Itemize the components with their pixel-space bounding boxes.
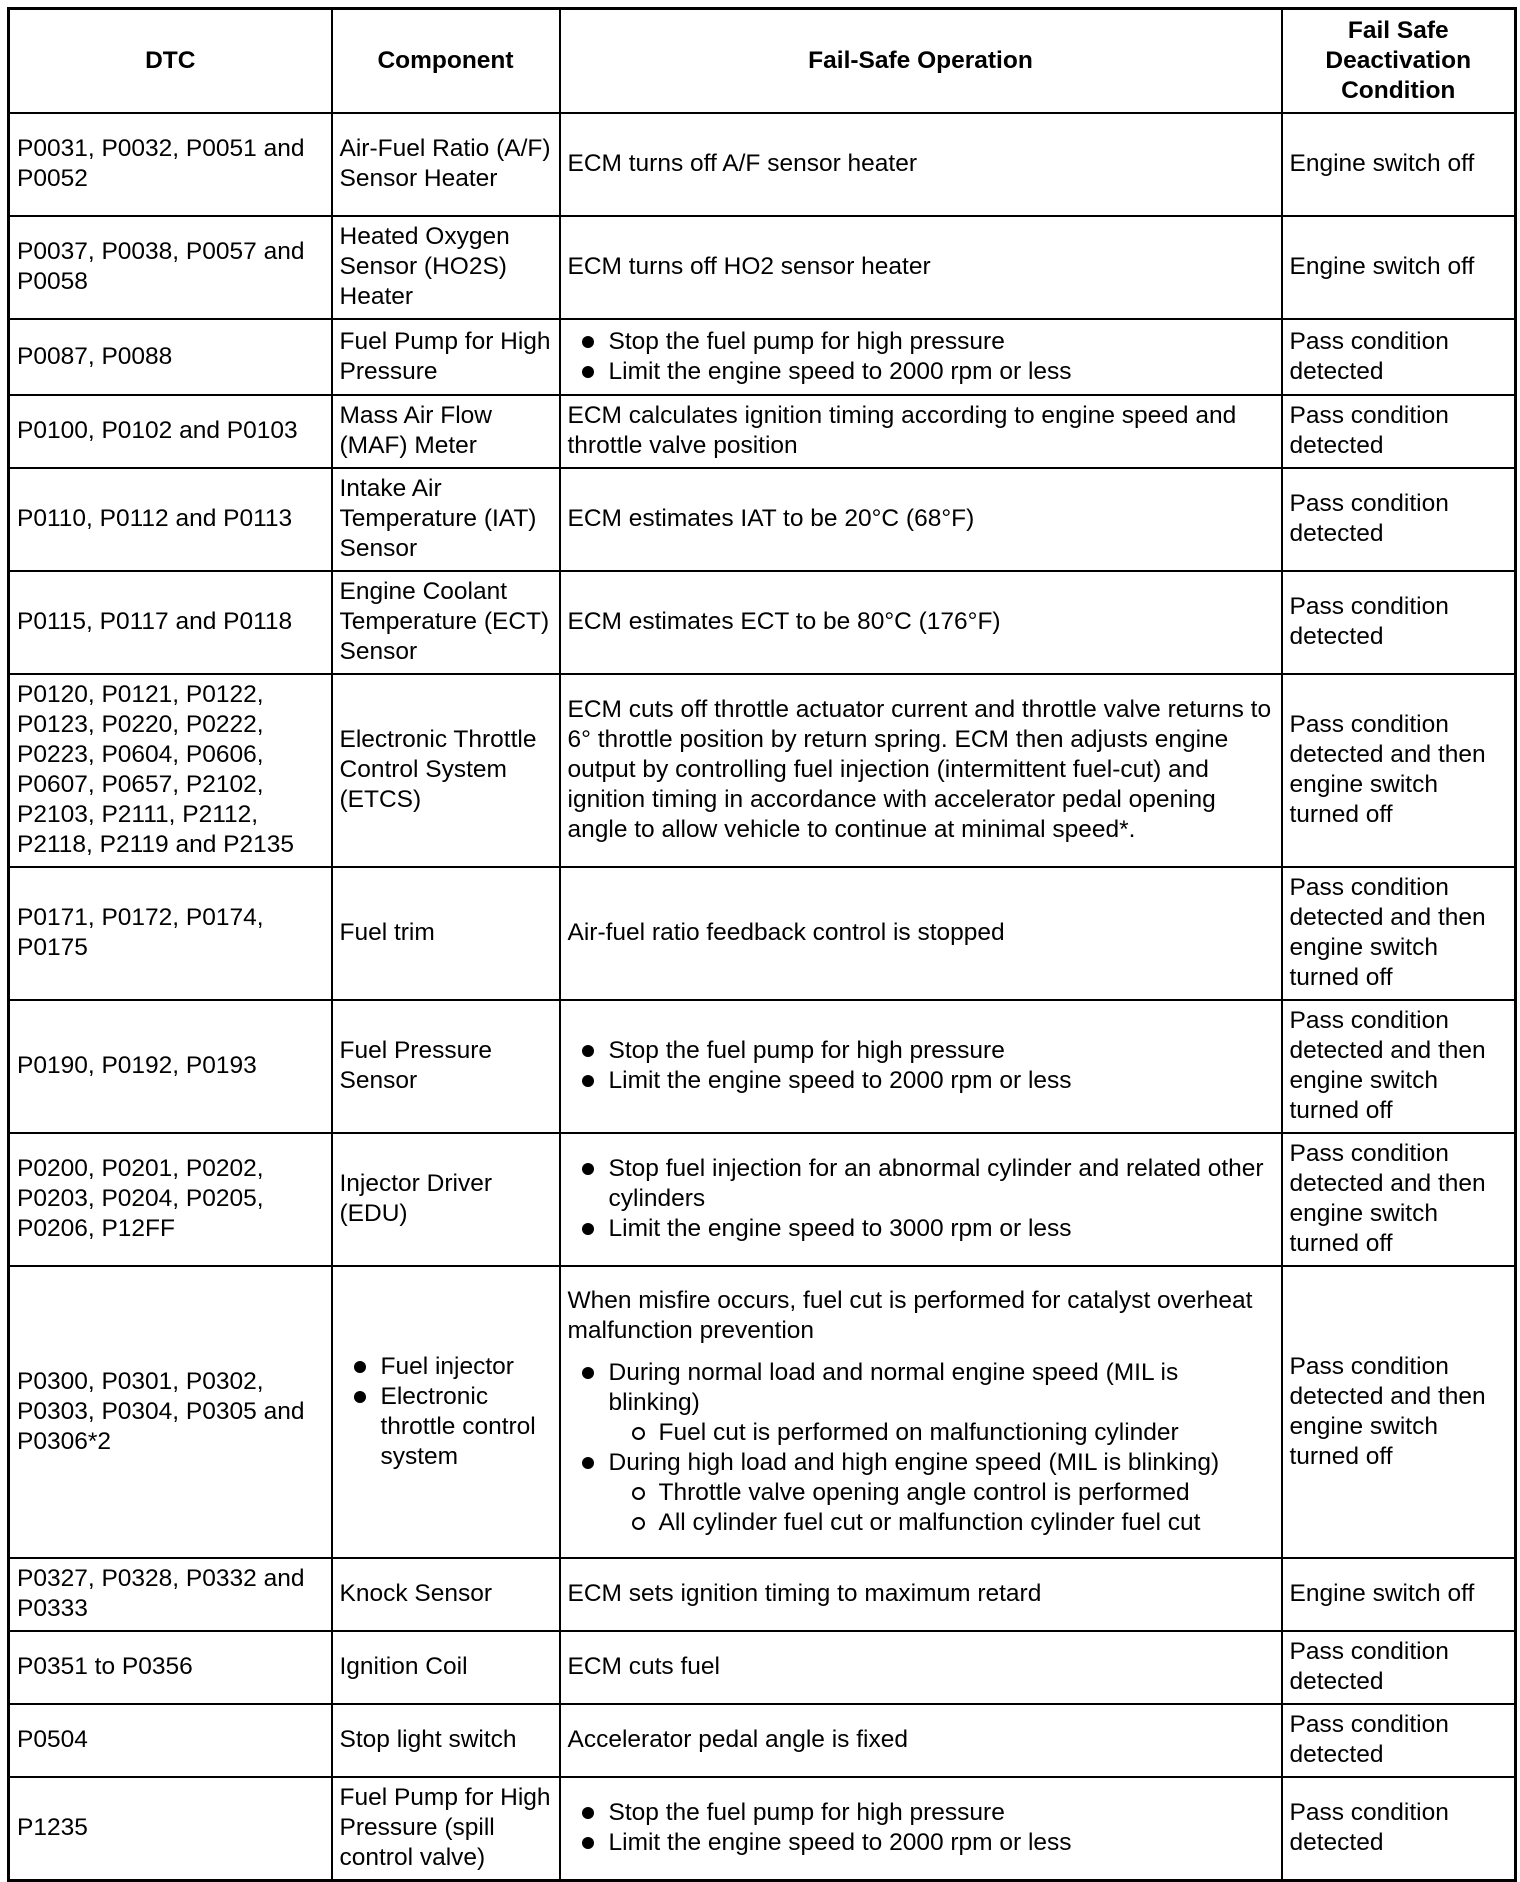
component-cell: Fuel Pump for High Pressure (spill control valve) bbox=[332, 1777, 560, 1880]
bullet-item: Stop the fuel pump for high pressure bbox=[568, 1798, 1276, 1828]
dtc-cell: P0190, P0192, P0193 bbox=[9, 1000, 332, 1133]
operation-cell: ECM cuts fuel bbox=[560, 1631, 1282, 1704]
table-row bbox=[9, 113, 1516, 216]
dtc-cell: P0100, P0102 and P0103 bbox=[9, 395, 332, 468]
dtc-cell: P0120, P0121, P0122, P0123, P0220, P0222, P0223, P0604, P0606, P0607, P0657, P2102, P2103, P2111, P2112, P2118, P2119 and P2135 bbox=[9, 674, 332, 867]
bullet-item: Stop the fuel pump for high pressure bbox=[568, 327, 1276, 357]
sub-bullet-item: All cylinder fuel cut or malfunction cylinder fuel cut bbox=[568, 1508, 1276, 1538]
header-dtc: DTC bbox=[9, 9, 332, 114]
operation-bullet-list bbox=[568, 1798, 1276, 1858]
misfire-intro: When misfire occurs, fuel cut is performed for catalyst overheat malfunction prevention bbox=[567, 1286, 1253, 1344]
bullet-text: During high load and high engine speed (MIL is blinking) bbox=[608, 1448, 1220, 1476]
header-component: Component bbox=[332, 9, 560, 114]
fail-safe-table bbox=[7, 7, 1517, 1882]
dtc-cell: P0200, P0201, P0202, P0203, P0204, P0205, P0206, P12FF bbox=[9, 1133, 332, 1266]
condition-cell: Pass condition detected bbox=[1282, 571, 1516, 674]
table-row bbox=[9, 319, 1516, 395]
operation-bullet-list bbox=[568, 327, 1276, 387]
component-cell: Fuel Pressure Sensor bbox=[332, 1000, 560, 1133]
table-header-row bbox=[9, 9, 1516, 114]
operation-cell: ECM cuts off throttle actuator current and throttle valve returns to 6° throttle position by return spring. ECM then adjusts engine output by controlling fuel injection (intermittent fuel-cut) and ignition timing in accordance with accelerator pedal opening angle to allow vehicle to continue at minimal speed*. bbox=[560, 674, 1282, 867]
bullet-item: Fuel injector bbox=[340, 1352, 554, 1382]
bullet-item: Stop the fuel pump for high pressure bbox=[568, 1036, 1276, 1066]
component-cell: Electronic Throttle Control System (ETCS) bbox=[332, 674, 560, 867]
bullet-text: During normal load and normal engine speed (MIL is blinking) bbox=[608, 1358, 1179, 1416]
component-cell: Fuel trim bbox=[332, 867, 560, 1000]
table-row bbox=[9, 468, 1516, 571]
dtc-cell: P0504 bbox=[9, 1704, 332, 1777]
component-cell: Fuel Pump for High Pressure bbox=[332, 319, 560, 395]
component-cell bbox=[332, 1266, 560, 1558]
condition-cell: Pass condition detected bbox=[1282, 1777, 1516, 1880]
operation-cell: ECM estimates IAT to be 20°C (68°F) bbox=[560, 468, 1282, 571]
condition-cell: Pass condition detected and then engine switch turned off bbox=[1282, 1000, 1516, 1133]
condition-cell: Pass condition detected and then engine switch turned off bbox=[1282, 1266, 1516, 1558]
dtc-cell: P0115, P0117 and P0118 bbox=[9, 571, 332, 674]
table-row bbox=[9, 1000, 1516, 1133]
table-row bbox=[9, 395, 1516, 468]
table-row bbox=[9, 216, 1516, 319]
header-fail-safe-operation: Fail-Safe Operation bbox=[560, 9, 1282, 114]
table-row bbox=[9, 1631, 1516, 1704]
sub-bullet-list bbox=[568, 1478, 1276, 1538]
condition-cell: Pass condition detected bbox=[1282, 395, 1516, 468]
header-condition-line-2: Deactivation bbox=[1325, 47, 1472, 74]
table-row bbox=[9, 1704, 1516, 1777]
component-cell: Stop light switch bbox=[332, 1704, 560, 1777]
bullet-item: Stop fuel injection for an abnormal cylinder and related other cylinders bbox=[568, 1154, 1276, 1214]
operation-cell: ECM sets ignition timing to maximum retard bbox=[560, 1558, 1282, 1631]
dtc-cell: P0110, P0112 and P0113 bbox=[9, 468, 332, 571]
condition-cell: Pass condition detected bbox=[1282, 1704, 1516, 1777]
header-condition-line-3: Condition bbox=[1341, 77, 1456, 104]
dtc-cell: P0087, P0088 bbox=[9, 319, 332, 395]
bullet-item bbox=[568, 1448, 1276, 1478]
operation-cell bbox=[560, 1777, 1282, 1880]
component-bullet-list bbox=[340, 1352, 554, 1472]
dtc-cell: P0171, P0172, P0174, P0175 bbox=[9, 867, 332, 1000]
operation-cell bbox=[560, 1133, 1282, 1266]
bullet-item bbox=[568, 1358, 1276, 1418]
dtc-cell: P0037, P0038, P0057 and P0058 bbox=[9, 216, 332, 319]
bullet-item: Limit the engine speed to 2000 rpm or less bbox=[568, 1066, 1276, 1096]
operation-bullet-list bbox=[568, 1154, 1276, 1244]
operation-cell bbox=[560, 1266, 1282, 1558]
component-cell: Ignition Coil bbox=[332, 1631, 560, 1704]
operation-cell: ECM calculates ignition timing according to engine speed and throttle valve position bbox=[560, 395, 1282, 468]
table-row bbox=[9, 1133, 1516, 1266]
dtc-cell: P0351 to P0356 bbox=[9, 1631, 332, 1704]
operation-bullet-list bbox=[568, 1036, 1276, 1096]
sub-bullet-list bbox=[568, 1418, 1276, 1448]
component-cell: Engine Coolant Temperature (ECT) Sensor bbox=[332, 571, 560, 674]
sub-bullet-item: Throttle valve opening angle control is performed bbox=[568, 1478, 1276, 1508]
operation-cell: ECM estimates ECT to be 80°C (176°F) bbox=[560, 571, 1282, 674]
condition-cell: Engine switch off bbox=[1282, 216, 1516, 319]
operation-cell: ECM turns off HO2 sensor heater bbox=[560, 216, 1282, 319]
component-cell: Intake Air Temperature (IAT) Sensor bbox=[332, 468, 560, 571]
header-deactivation-condition bbox=[1282, 9, 1516, 114]
operation-cell: ECM turns off A/F sensor heater bbox=[560, 113, 1282, 216]
component-cell: Mass Air Flow (MAF) Meter bbox=[332, 395, 560, 468]
dtc-cell: P1235 bbox=[9, 1777, 332, 1880]
condition-cell: Pass condition detected bbox=[1282, 319, 1516, 395]
bullet-item: Limit the engine speed to 3000 rpm or less bbox=[568, 1214, 1276, 1244]
dtc-cell: P0300, P0301, P0302, P0303, P0304, P0305 and P0306*2 bbox=[9, 1266, 332, 1558]
table-row bbox=[9, 1558, 1516, 1631]
condition-cell: Pass condition detected and then engine switch turned off bbox=[1282, 1133, 1516, 1266]
table-row bbox=[9, 1777, 1516, 1880]
table-row bbox=[9, 867, 1516, 1000]
operation-cell bbox=[560, 319, 1282, 395]
component-cell: Injector Driver (EDU) bbox=[332, 1133, 560, 1266]
operation-bullet-list bbox=[568, 1358, 1276, 1418]
bullet-item: Limit the engine speed to 2000 rpm or less bbox=[568, 357, 1276, 387]
bullet-item: Limit the engine speed to 2000 rpm or less bbox=[568, 1828, 1276, 1858]
component-cell: Air-Fuel Ratio (A/F) Sensor Heater bbox=[332, 113, 560, 216]
condition-cell: Engine switch off bbox=[1282, 1558, 1516, 1631]
table-row bbox=[9, 674, 1516, 867]
sub-bullet-item: Fuel cut is performed on malfunctioning cylinder bbox=[568, 1418, 1276, 1448]
fail-safe-table-container bbox=[7, 7, 1517, 1882]
bullet-item: Electronic throttle control system bbox=[340, 1382, 554, 1472]
operation-bullet-list bbox=[568, 1448, 1276, 1478]
operation-cell bbox=[560, 1000, 1282, 1133]
header-condition-line-1: Fail Safe bbox=[1347, 17, 1449, 44]
condition-cell: Pass condition detected and then engine switch turned off bbox=[1282, 867, 1516, 1000]
condition-cell: Pass condition detected and then engine switch turned off bbox=[1282, 674, 1516, 867]
table-row bbox=[9, 571, 1516, 674]
table-row bbox=[9, 1266, 1516, 1558]
operation-cell: Accelerator pedal angle is fixed bbox=[560, 1704, 1282, 1777]
component-cell: Heated Oxygen Sensor (HO2S) Heater bbox=[332, 216, 560, 319]
dtc-cell: P0031, P0032, P0051 and P0052 bbox=[9, 113, 332, 216]
operation-cell: Air-fuel ratio feedback control is stopped bbox=[560, 867, 1282, 1000]
condition-cell: Engine switch off bbox=[1282, 113, 1516, 216]
dtc-cell: P0327, P0328, P0332 and P0333 bbox=[9, 1558, 332, 1631]
condition-cell: Pass condition detected bbox=[1282, 1631, 1516, 1704]
component-cell: Knock Sensor bbox=[332, 1558, 560, 1631]
condition-cell: Pass condition detected bbox=[1282, 468, 1516, 571]
